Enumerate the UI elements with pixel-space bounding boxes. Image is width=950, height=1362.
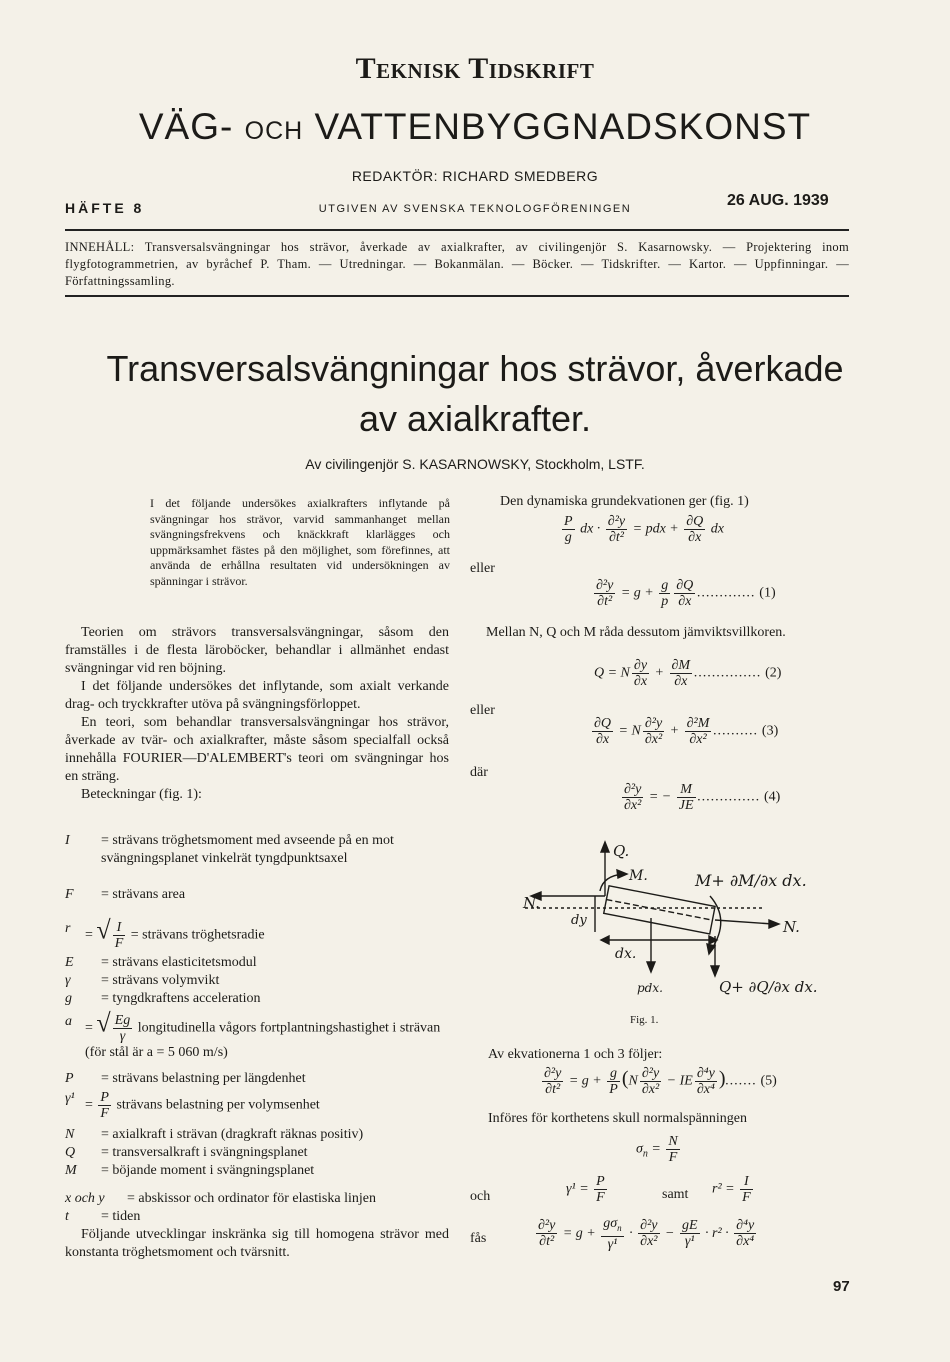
subtitle-part-b: OCH [244,117,304,145]
journal-subtitle [0,106,950,148]
table-of-contents: INNEHÅLL: Transversalsvängningar hos strävor, åverkade av axialkrafter, av civilingenjör S. Kasarnowsky. — Projektering inom flygfotogrammetrien, av byråchef P. Tham. — Utredningar. — Bokanmälan. — Böcker. — Tidskrifter. — Kartor. — Uppfinningar. — Författningssamling. [65,240,849,288]
editor-line: REDAKTÖR: RICHARD SMEDBERG [351,168,599,184]
equation-6: $\frac{\text{∂²y}}{\text{∂t²}}$ = g + $\frac{g\sigma_n}{\text{γ¹}}$ · $\frac{\text{∂²y}}{\text{∂x²}}$ − $\frac{gE}{\text{γ¹}}$ · r² · $\frac{\text{∂⁴y}}{\text{∂x⁴}}$ [538,1216,755,1252]
issue-date: 26 AUG. 1939 [727,192,829,209]
article-author: Av civilingenjör S. KASARNOWSKY, Stockholm, LSTF. [305,456,645,472]
title-line-2: av axialkrafter. [358,398,592,439]
connector-fas: fås [470,1231,487,1246]
header-rule [65,229,849,231]
connector-eller: eller [470,561,495,576]
right-text: Mellan N, Q och M råda dessutom jämviktsvillkoren. [486,625,786,640]
left-body [65,624,449,804]
fig-label-dy: dy [571,913,587,928]
fig-label-n-right: N. [783,918,800,936]
arrow-head [601,842,609,852]
equation-2: Q = N $\frac{\partial y}{\partial x}$ + $\frac{\partial M}{\partial x}$ ............... (2) [594,658,782,689]
equation-0: $\frac{P}{g}$ dx · $\frac{\text{∂²y}}{\text{∂t²}}$ = pdx + $\frac{\partial Q}{\partial x}$ dx [564,514,724,545]
fig-label-n-left: N. [523,894,540,912]
article-title [0,344,950,444]
paragraph: Teorien om strävors transversalsvängningar, såsom den framställes i de flesta läroböcker, behandlar i allmänhet endast svängningar vid ren böjning. [65,625,449,676]
right-text: Införes för korthetens skull normalspänningen [488,1111,747,1126]
paragraph: Beteckningar (fig. 1): [81,787,202,802]
publisher-line: UTGIVEN AV SVENSKA TEKNOLOGFÖRENINGEN [318,203,632,215]
right-text: Av ekvationerna 1 och 3 följer: [488,1047,663,1062]
page-number: 97 [833,1278,850,1295]
equation-3: $\frac{\partial Q}{\partial x}$ = N $\frac{\text{∂²y}}{\text{∂x²}}$ + $\frac{\text{∂²M}}{\text{∂x²}}$ .......... (3) [594,716,779,747]
paragraph: En teori, som behandlar transversalsvängningar hos strävor, åverkade av tvär- och axialkrafter, måste såsom specialfall också innehålla FOURIER—D'ALEMBERT's teori om svängningar hos en sträng. [65,715,449,784]
n-right-arrow [715,920,773,924]
figure-1-diagram [505,836,845,1012]
connector-dar: där [470,765,488,780]
figure-caption: Fig. 1. [630,1014,659,1026]
fig-label-mplus: M+ ∂M/∂x dx. [695,871,807,890]
equation-1: $\frac{\text{∂²y}}{\text{∂t²}}$ = g + $\frac{g}{p}$ $\frac{\partial Q}{\partial x}$ ............. (1) [596,578,776,609]
contents-rule [65,295,849,297]
closing-paragraph: Följande utvecklingar inskränka sig till homogena strävor med konstanta tröghetsmoment och tvärsnitt. [65,1227,449,1260]
subtitle-part-c: VATTENBYGGNADSKONST [314,106,812,147]
fig-label-pdx: pdx. [637,981,663,995]
equation-radius: r² = $\frac{I}{F}$ [712,1174,751,1205]
subtitle-part-a: VÄG- [138,106,234,147]
journal-title: Teknisk Tidskrift [355,52,595,85]
fig-label-q: Q. [613,842,630,860]
equation-sigma: $\sigma_n$ = $\frac{N}{F}$ [636,1134,678,1165]
paragraph: I det följande undersökes det inflytande, som axialt verkande drag- och tryckkrafter utöva på svängningsförloppet. [65,679,449,712]
equation-gamma: γ¹ = $\frac{P}{F}$ [566,1174,605,1205]
right-text: Den dynamiska grundekvationen ger (fig. 1) [500,494,749,509]
fig-label-dx: dx. [615,946,637,962]
title-line-1: Transversalsvängningar hos strävor, åverkade [106,348,844,389]
equation-5: $\frac{\text{∂²y}}{\text{∂t²}}$ = g + $\frac{g}{P}$ (N $\frac{\text{∂²y}}{\text{∂x²}}$ − IE $\frac{\text{∂⁴y}}{\text{∂x⁴}}$ )....... (5) [544,1066,777,1097]
connector-samt: samt [662,1187,689,1202]
equation-4: $\frac{\text{∂²y}}{\text{∂x²}}$ = − $\frac{M}{JE}$ .............. (4) [624,782,781,813]
connector-och: och [470,1189,491,1204]
connector-eller: eller [470,703,495,718]
abstract: I det följande undersökes axialkrafters inflytande på svängningar hos strävor, varvid sammanhanget mellan svängningsfrekvens och knäckkraft klarlägges och uppmärksamhet fästes på den möjlighet, som förefinnes, att använda de erhållna resultaten vid undersökningen av spänningar i strävor. [150,496,450,588]
fig-label-qplus: Q+ ∂Q/∂x dx. [719,978,818,996]
fig-label-m: M. [629,868,648,884]
issue-number: HÄFTE 8 [65,200,145,216]
